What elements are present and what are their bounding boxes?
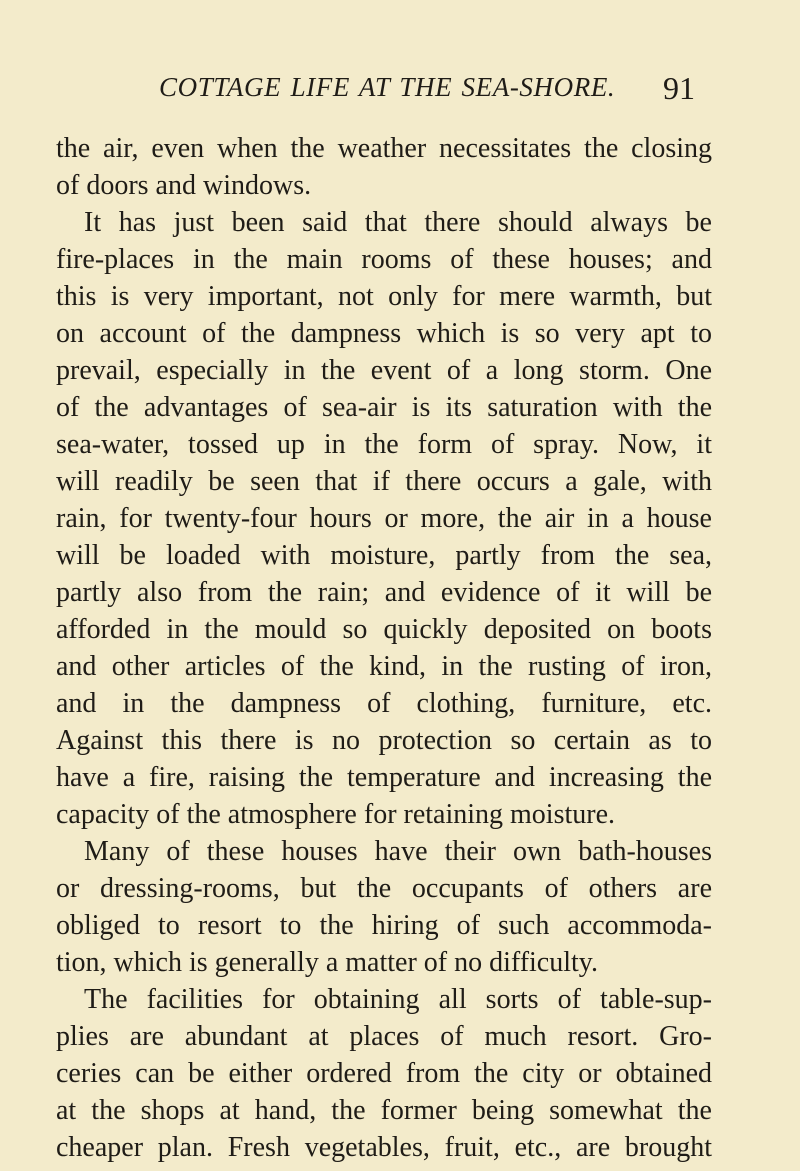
text-line: ceries can be either ordered from the city or obtained: [56, 1058, 712, 1089]
text-line: Against this there is no protection so certain as to: [56, 725, 712, 756]
body-text: [56, 130, 712, 1166]
text-line: or dressing-rooms, but the occupants of others are: [56, 873, 712, 904]
text-line: tion, which is generally a matter of no difficulty.: [56, 947, 598, 978]
text-line: this is very important, not only for mere warmth, but: [56, 281, 712, 312]
text-line: fire-places in the main rooms of these houses; and: [56, 244, 712, 275]
text-line: prevail, especially in the event of a long storm. One: [56, 355, 712, 386]
text-line: capacity of the atmosphere for retaining moisture.: [56, 799, 616, 830]
text-line: It has just been said that there should always be: [84, 207, 712, 238]
text-line: afforded in the mould so quickly deposited on boots: [56, 614, 712, 645]
text-line: sea-water, tossed up in the form of spray. Now, it: [56, 429, 712, 460]
text-line: will be loaded with moisture, partly from the sea,: [56, 540, 712, 571]
text-line: of doors and windows.: [56, 170, 312, 201]
text-line: will readily be seen that if there occurs a gale, with: [56, 466, 712, 497]
text-line: the air, even when the weather necessitates the closing: [56, 133, 712, 164]
running-head: COTTAGE LIFE AT THE SEA-SHORE.: [159, 72, 616, 102]
text-line: at the shops at hand, the former being somewhat the: [56, 1095, 712, 1126]
text-line: and in the dampness of clothing, furniture, etc.: [56, 688, 712, 719]
text-line: have a fire, raising the temperature and increasing the: [56, 762, 712, 793]
text-line: rain, for twenty-four hours or more, the air in a house: [56, 503, 712, 534]
text-line: The facilities for obtaining all sorts of table-sup-: [84, 984, 712, 1015]
text-line: Many of these houses have their own bath-houses: [84, 836, 712, 867]
text-line: plies are abundant at places of much resort. Gro-: [56, 1021, 712, 1052]
text-line: and other articles of the kind, in the rusting of iron,: [56, 651, 712, 682]
page-header: [0, 70, 800, 110]
page-number: 91: [663, 70, 695, 106]
text-line: partly also from the rain; and evidence of it will be: [56, 577, 712, 608]
text-line: on account of the dampness which is so very apt to: [56, 318, 712, 349]
text-line: obliged to resort to the hiring of such accommoda-: [56, 910, 712, 941]
text-line: of the advantages of sea-air is its saturation with the: [56, 392, 712, 423]
text-line: cheaper plan. Fresh vegetables, fruit, etc., are brought: [56, 1132, 712, 1163]
